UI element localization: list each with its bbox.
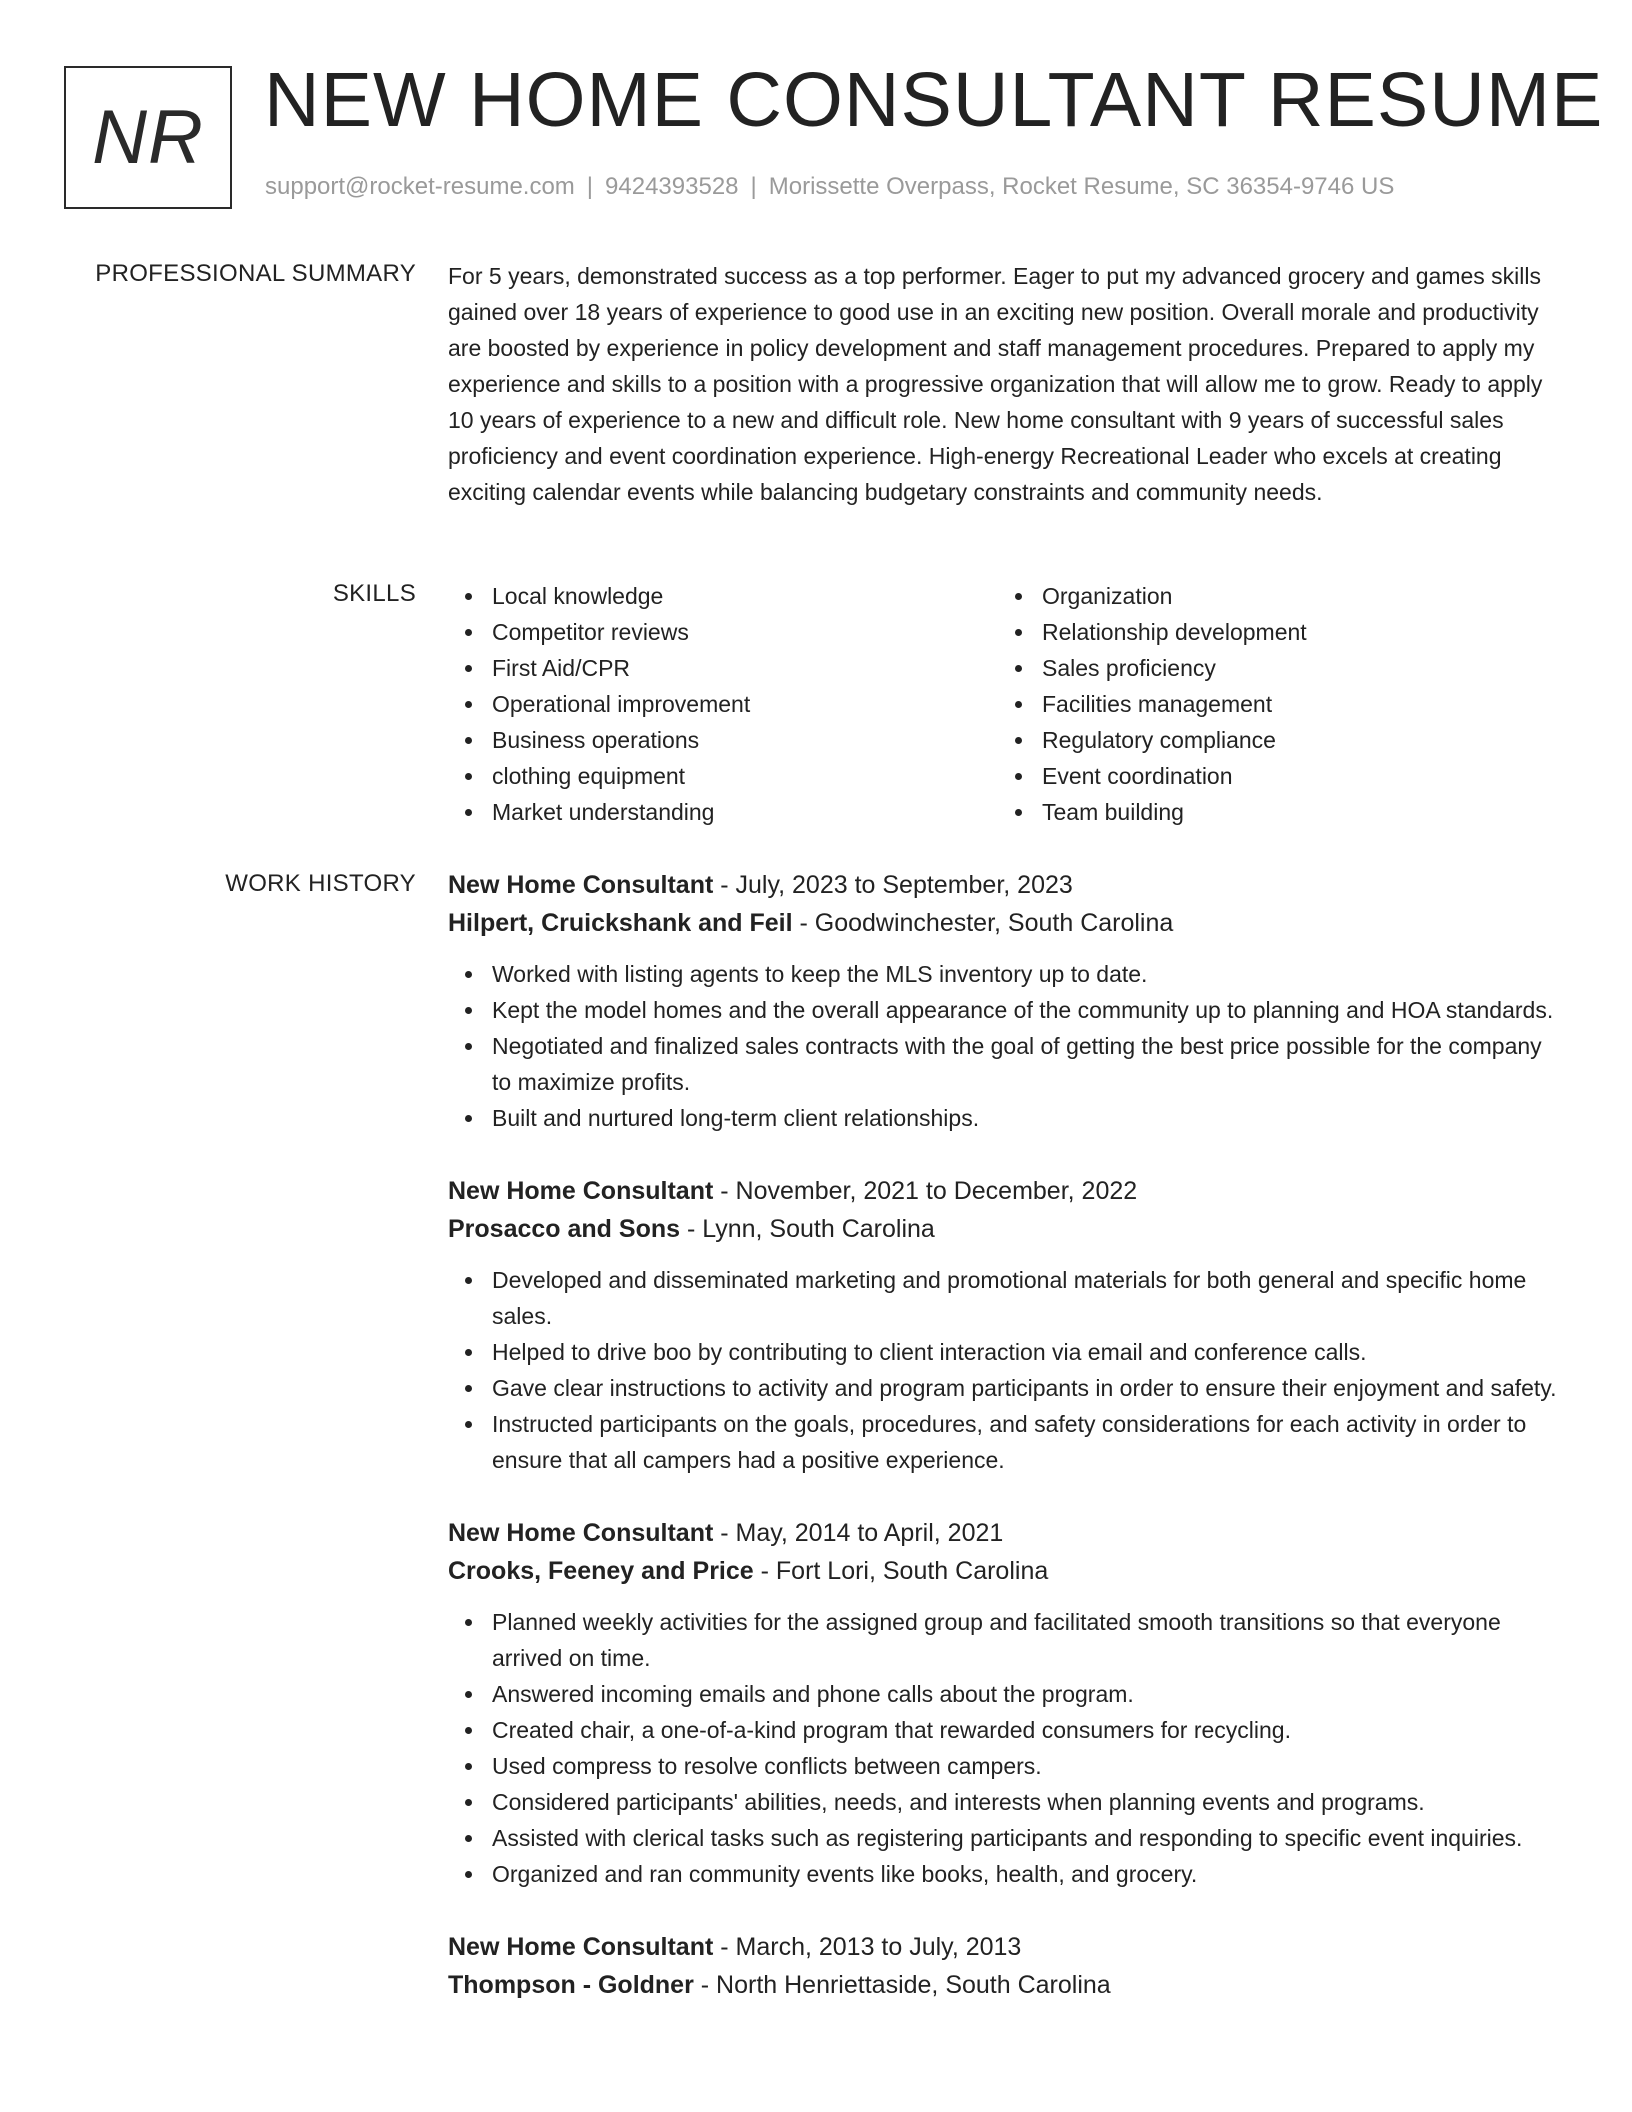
skill-item: Business operations xyxy=(448,722,998,758)
contact-phone[interactable]: 9424393528 xyxy=(605,173,739,200)
job-bullets xyxy=(448,956,1566,1136)
skill-item: Relationship development xyxy=(998,614,1548,650)
job-bullet: Planned weekly activities for the assigned group and facilitated smooth transitions so that everyone arrived on time. xyxy=(448,1604,1566,1676)
job-bullet: Gave clear instructions to activity and program participants in order to ensure their enjoyment and safety. xyxy=(448,1370,1566,1406)
job-bullets xyxy=(448,1262,1566,1478)
resume-title: NEW HOME CONSULTANT RESUME xyxy=(264,57,1604,143)
work-history-body xyxy=(448,866,1566,2040)
skill-item: Event coordination xyxy=(998,758,1548,794)
job-bullet: Assisted with clerical tasks such as registering participants and responding to specific event inquiries. xyxy=(448,1820,1566,1856)
contact-address: Morissette Overpass, Rocket Resume, SC 36354-9746 US xyxy=(768,173,1395,200)
skill-item: Organization xyxy=(998,578,1548,614)
job-bullet: Developed and disseminated marketing and promotional materials for both general and specific home sales. xyxy=(448,1262,1566,1334)
monogram-badge xyxy=(64,66,232,209)
job-company-line xyxy=(448,904,1566,942)
contact-line xyxy=(265,173,1394,201)
job-entry xyxy=(448,1172,1566,1478)
job-dates: - May, 2014 to April, 2021 xyxy=(713,1519,1004,1547)
job-company-line xyxy=(448,1210,1566,1248)
job-dates: - July, 2023 to September, 2023 xyxy=(713,871,1073,899)
skills-column-right xyxy=(998,578,1548,830)
job-location: - Fort Lori, South Carolina xyxy=(753,1557,1049,1585)
skill-item: Team building xyxy=(998,794,1548,830)
job-location: - North Henriettaside, South Carolina xyxy=(693,1971,1111,1999)
job-dates: - November, 2021 to December, 2022 xyxy=(713,1177,1138,1205)
job-bullet: Instructed participants on the goals, procedures, and safety considerations for each activity in order to ensure that all campers had a positive experience. xyxy=(448,1406,1566,1478)
skills-grid xyxy=(448,578,1566,830)
section-label-skills: SKILLS xyxy=(332,580,416,607)
job-bullet: Built and nurtured long-term client relationships. xyxy=(448,1100,1566,1136)
resume-header xyxy=(64,57,1604,216)
job-company: Hilpert, Cruickshank and Feil xyxy=(448,909,793,937)
job-company-line xyxy=(448,1552,1566,1590)
job-title-line xyxy=(448,1514,1566,1552)
skill-item: Sales proficiency xyxy=(998,650,1548,686)
section-label-work-history: WORK HISTORY xyxy=(225,870,416,897)
job-title: New Home Consultant xyxy=(448,1177,714,1205)
job-title-line xyxy=(448,866,1566,904)
job-bullet: Worked with listing agents to keep the MLS inventory up to date. xyxy=(448,956,1566,992)
job-company: Crooks, Feeney and Price xyxy=(448,1557,754,1585)
job-bullets xyxy=(448,1604,1566,1892)
job-title: New Home Consultant xyxy=(448,871,714,899)
summary-text: For 5 years, demonstrated success as a top performer. Eager to put my advanced grocery and games skills gained over 18 years of experience to good use in an exciting new position. Overall morale and productivity are boosted by experience in policy development and staff management procedures. Prepared to apply my experience and skills to a position with a progressive organization that will allow me to grow. Ready to apply 10 years of experience to a new and difficult role. New home consultant with 9 years of successful sales proficiency and event coordination experience. High-energy Recreational Leader who excels at creating exciting calendar events while balancing budgetary constraints and community needs. xyxy=(448,263,1543,505)
monogram-initials: NR xyxy=(92,95,204,180)
job-entry xyxy=(448,1928,1566,2004)
summary-body xyxy=(448,258,1566,510)
job-location: - Goodwinchester, South Carolina xyxy=(792,909,1174,937)
job-title-line xyxy=(448,1172,1566,1210)
contact-separator: | xyxy=(750,173,757,200)
job-dates: - March, 2013 to July, 2013 xyxy=(713,1933,1022,1961)
skill-item: Operational improvement xyxy=(448,686,998,722)
job-bullet: Answered incoming emails and phone calls about the program. xyxy=(448,1676,1566,1712)
job-company: Thompson - Goldner xyxy=(448,1971,694,1999)
job-bullet: Organized and ran community events like books, health, and grocery. xyxy=(448,1856,1566,1892)
job-title: New Home Consultant xyxy=(448,1933,714,1961)
job-company: Prosacco and Sons xyxy=(448,1215,681,1243)
skill-item: Regulatory compliance xyxy=(998,722,1548,758)
skill-item: Competitor reviews xyxy=(448,614,998,650)
job-entry xyxy=(448,1514,1566,1892)
job-company-line xyxy=(448,1966,1566,2004)
job-title-line xyxy=(448,1928,1566,1966)
job-entry xyxy=(448,866,1566,1136)
section-label-summary: PROFESSIONAL SUMMARY xyxy=(95,260,416,287)
job-bullet: Used compress to resolve conflicts between campers. xyxy=(448,1748,1566,1784)
skill-item: Market understanding xyxy=(448,794,998,830)
skill-item: First Aid/CPR xyxy=(448,650,998,686)
job-bullet: Helped to drive boo by contributing to client interaction via email and conference calls. xyxy=(448,1334,1566,1370)
job-bullet: Considered participants' abilities, needs, and interests when planning events and programs. xyxy=(448,1784,1566,1820)
contact-email[interactable]: support@rocket-resume.com xyxy=(265,173,575,200)
job-bullet: Negotiated and finalized sales contracts with the goal of getting the best price possible for the company to maximize profits. xyxy=(448,1028,1566,1100)
skills-column-left xyxy=(448,578,998,830)
skill-item: Local knowledge xyxy=(448,578,998,614)
contact-separator: | xyxy=(586,173,594,200)
skill-item: Facilities management xyxy=(998,686,1548,722)
skill-item: clothing equipment xyxy=(448,758,998,794)
job-bullet: Kept the model homes and the overall appearance of the community up to planning and HOA standards. xyxy=(448,992,1566,1028)
job-title: New Home Consultant xyxy=(448,1519,714,1547)
job-bullet: Created chair, a one-of-a-kind program that rewarded consumers for recycling. xyxy=(448,1712,1566,1748)
job-location: - Lynn, South Carolina xyxy=(680,1215,935,1243)
